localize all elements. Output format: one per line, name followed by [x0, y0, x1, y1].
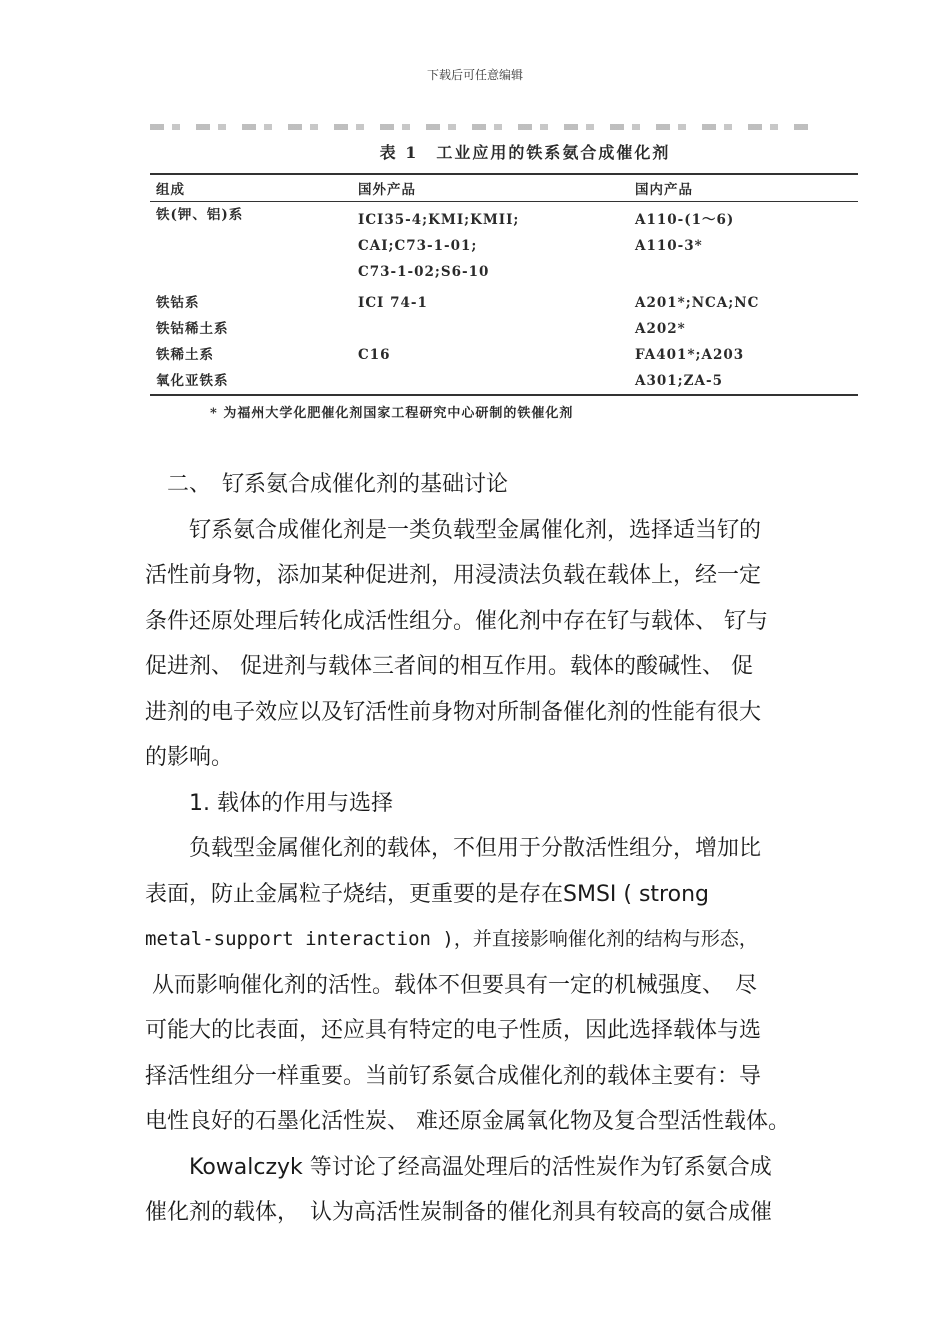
paragraph-line: 电性良好的石墨化活性炭、 难还原金属氧化物及复合型活性载体。 — [145, 1109, 790, 1134]
paragraph-line: 负载型金属催化剂的载体，不但用于分散活性组分，增加比 — [145, 836, 762, 861]
subsection-heading: 1. 载体的作用与选择 — [145, 790, 393, 816]
paragraph-line: 条件还原处理后转化成活性组分。催化剂中存在钌与载体、 钌与 — [145, 608, 768, 634]
paragraph-line: 钌系氨合成催化剂是一类负载型金属催化剂，选择适当钌的 — [145, 517, 762, 543]
table-cell: 铁钴系 — [156, 295, 200, 311]
table-cell: 铁(钾、铝)系 — [156, 207, 244, 223]
table-row — [150, 368, 858, 395]
paragraph-line: 可能大的比表面，还应具有特定的电子性质，因此选择载体与选 — [145, 1018, 762, 1043]
paragraph-line: 的影响。 — [145, 745, 234, 770]
paragraph-line: Kowalczyk 等讨论了经高温处理后的活性炭作为钌系氨合成 — [145, 1154, 772, 1180]
table-row — [150, 202, 858, 291]
paragraph-line: 催化剂的载体， 认为高活性炭制备的催化剂具有较高的氨合成催 — [145, 1200, 773, 1225]
table-cell: A110-(1～6) A110-3* — [635, 212, 735, 254]
table-row — [150, 316, 858, 342]
paragraph-line: metal-support interaction )，并直接影响催化剂的结构与形态， — [145, 928, 758, 950]
paragraph-line: 进剂的电子效应以及钌活性前身物对所制备催化剂的性能有很大 — [145, 699, 762, 725]
table-cell — [352, 368, 629, 395]
catalyst-table-figure — [150, 140, 860, 421]
paragraph-line: 从而影响催化剂的活性。载体不但要具有一定的机械强度、 尽 — [145, 972, 757, 998]
table-cell: 氧化亚铁系 — [150, 368, 352, 395]
table-cell: 铁钴稀土系 — [156, 321, 229, 337]
column-header-domestic: 国内产品 — [629, 174, 858, 202]
column-header-foreign: 国外产品 — [352, 174, 629, 202]
paragraph-line: 表面，防止金属粒子烧结，更重要的是存在SMSI ( strong — [145, 881, 709, 907]
table-footnote: * 为福州大学化肥催化剂国家工程研究中心研制的铁催化剂 — [210, 406, 574, 421]
paragraph-line: 活性前身物，添加某种促进剂，用浸渍法负载在载体上，经一定 — [145, 563, 762, 588]
paragraph-line: 促进剂、 促进剂与载体三者间的相互作用。载体的酸碱性、 促 — [145, 654, 753, 679]
table-cell: 铁稀土系 — [156, 347, 214, 363]
table-cell: A202* — [635, 321, 686, 337]
table-row — [150, 342, 858, 368]
table-cell: A301;ZA-5 — [629, 368, 858, 395]
scan-artifact-strip — [150, 124, 810, 130]
catalyst-table — [150, 173, 858, 396]
header-note: 下载后可任意编辑 — [426, 68, 523, 82]
section-heading: 二、 钌系氨合成催化剂的基础讨论 — [145, 472, 509, 497]
table-cell: C16 — [358, 347, 391, 363]
table-cell: A201*;NCA;NC — [635, 295, 760, 311]
column-header-composition: 组成 — [150, 174, 352, 202]
paragraph-line: 择活性组分一样重要。当前钌系氨合成催化剂的载体主要有：导 — [145, 1063, 762, 1089]
table-row — [150, 290, 858, 316]
table-header-row — [150, 174, 858, 202]
table-caption: 表 1 工业应用的铁系氨合成催化剂 — [379, 143, 671, 162]
table-cell: ICI35-4;KMI;KMII; CAI;C73-1-01; C73-1-02;S6-10 — [358, 212, 520, 280]
table-cell: FA401*;A203 — [635, 347, 745, 363]
table-cell: ICI 74-1 — [358, 295, 428, 311]
body-text — [145, 462, 845, 1236]
table-cell — [352, 316, 629, 342]
